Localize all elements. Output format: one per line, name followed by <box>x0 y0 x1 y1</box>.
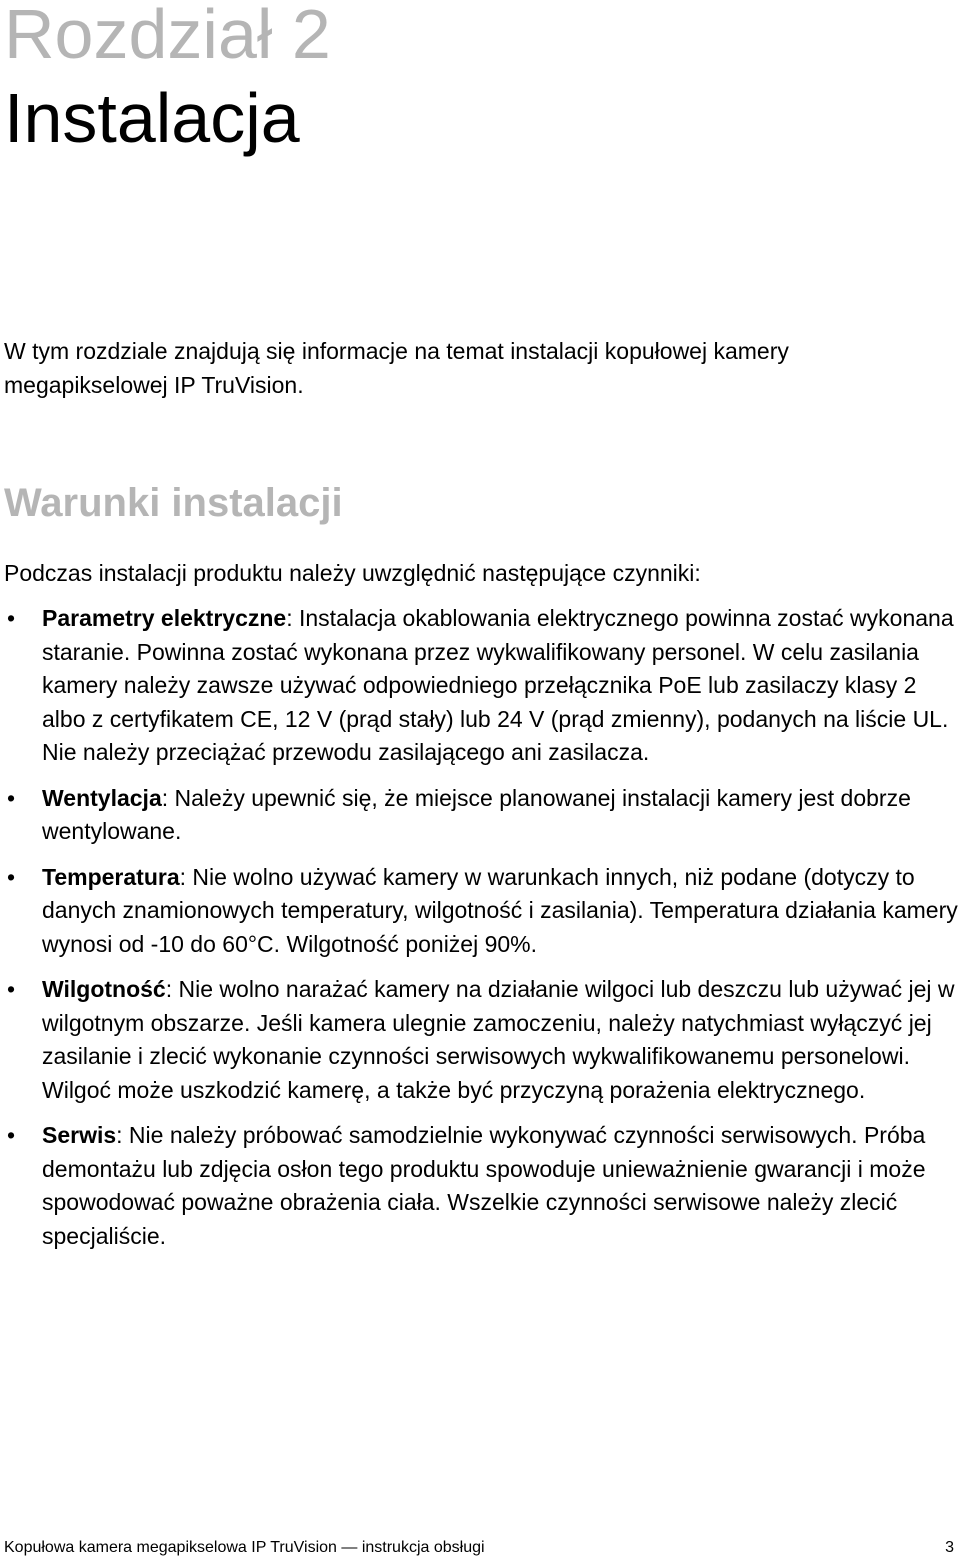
bullet-term: Wilgotność <box>42 976 166 1002</box>
bullet-icon: • <box>6 605 16 631</box>
bullet-text: : Należy upewnić się, że miejsce planowanej instalacji kamery jest dobrze wentylowane. <box>42 784 911 844</box>
footer-title: Kopułowa kamera megapikselowa IP TruVision — instrukcja obsługi <box>4 1539 485 1556</box>
bullet-icon: • <box>6 784 16 811</box>
bullet-text: : Nie wolno używać kamery w warunkach innych, niż podane (dotyczy to danych znamionowych temperatury, wilgotność i zasilania). Temperatura działania kamery wynosi od -10 do 60°C. Wilgotność poniżej 90%. <box>42 863 958 957</box>
bullet-icon: • <box>6 863 16 890</box>
section-heading: Warunki instalacji <box>4 481 343 525</box>
bullet-text: : Instalacja okablowania elektrycznego powinna zostać wykonana staranie. Powinna zostać wykonana przez wykwalifikowany personel. W celu zasilania kamery należy zawsze używać odpowiedniego przełącznika PoE lub zasilaczy klasy 2 albo z certyfikatem CE, 12 V (prąd stały) lub 24 V (prąd zmienny), podanych na liście UL. Nie należy przeciążać przewodu zasilającego ani zasilacza. <box>42 605 954 765</box>
bullet-icon: • <box>6 1122 16 1148</box>
page-number: 3 <box>945 1539 954 1556</box>
list-item-humidity <box>0 973 960 1107</box>
bullet-icon: • <box>6 976 16 1002</box>
chapter-label: Rozdział 2 <box>4 0 331 73</box>
bullet-term: Wentylacja <box>42 784 162 811</box>
bullet-term: Serwis <box>42 1122 117 1148</box>
chapter-title: Instalacja <box>4 79 300 157</box>
list-item-electrical <box>0 602 960 770</box>
page-footer <box>4 1538 954 1558</box>
list-item-ventilation <box>0 782 960 849</box>
list-item-temperature <box>0 861 960 962</box>
intro-paragraph: W tym rozdziale znajdują się informacje na temat instalacji kopułowej kamery megapikselowej IP TruVision. <box>4 338 789 398</box>
list-item-service <box>0 1119 960 1253</box>
bullet-term: Temperatura <box>42 863 180 890</box>
bullet-term: Parametry elektryczne <box>42 605 287 631</box>
requirements-list <box>0 602 960 1265</box>
section-lead: Podczas instalacji produktu należy uwzględnić następujące czynniki: <box>4 560 701 586</box>
bullet-text: : Nie należy próbować samodzielnie wykonywać czynności serwisowych. Próba demontażu lub zdjęcia osłon tego produktu spowoduje unieważnienie gwarancji i może spowodować poważne obrażenia ciała. Wszelkie czynności serwisowe należy zlecić specjaliście. <box>42 1122 926 1249</box>
bullet-text: : Nie wolno narażać kamery na działanie wilgoci lub deszczu lub używać jej w wilgotnym obszarze. Jeśli kamera ulegnie zamoczeniu, należy natychmiast wyłączyć jej zasilanie i zlecić wykonanie czynności serwisowych wykwalifikowanemu personelowi. Wilgoć może uszkodzić kamerę, a także być przyczyną porażenia elektrycznego. <box>42 976 955 1103</box>
